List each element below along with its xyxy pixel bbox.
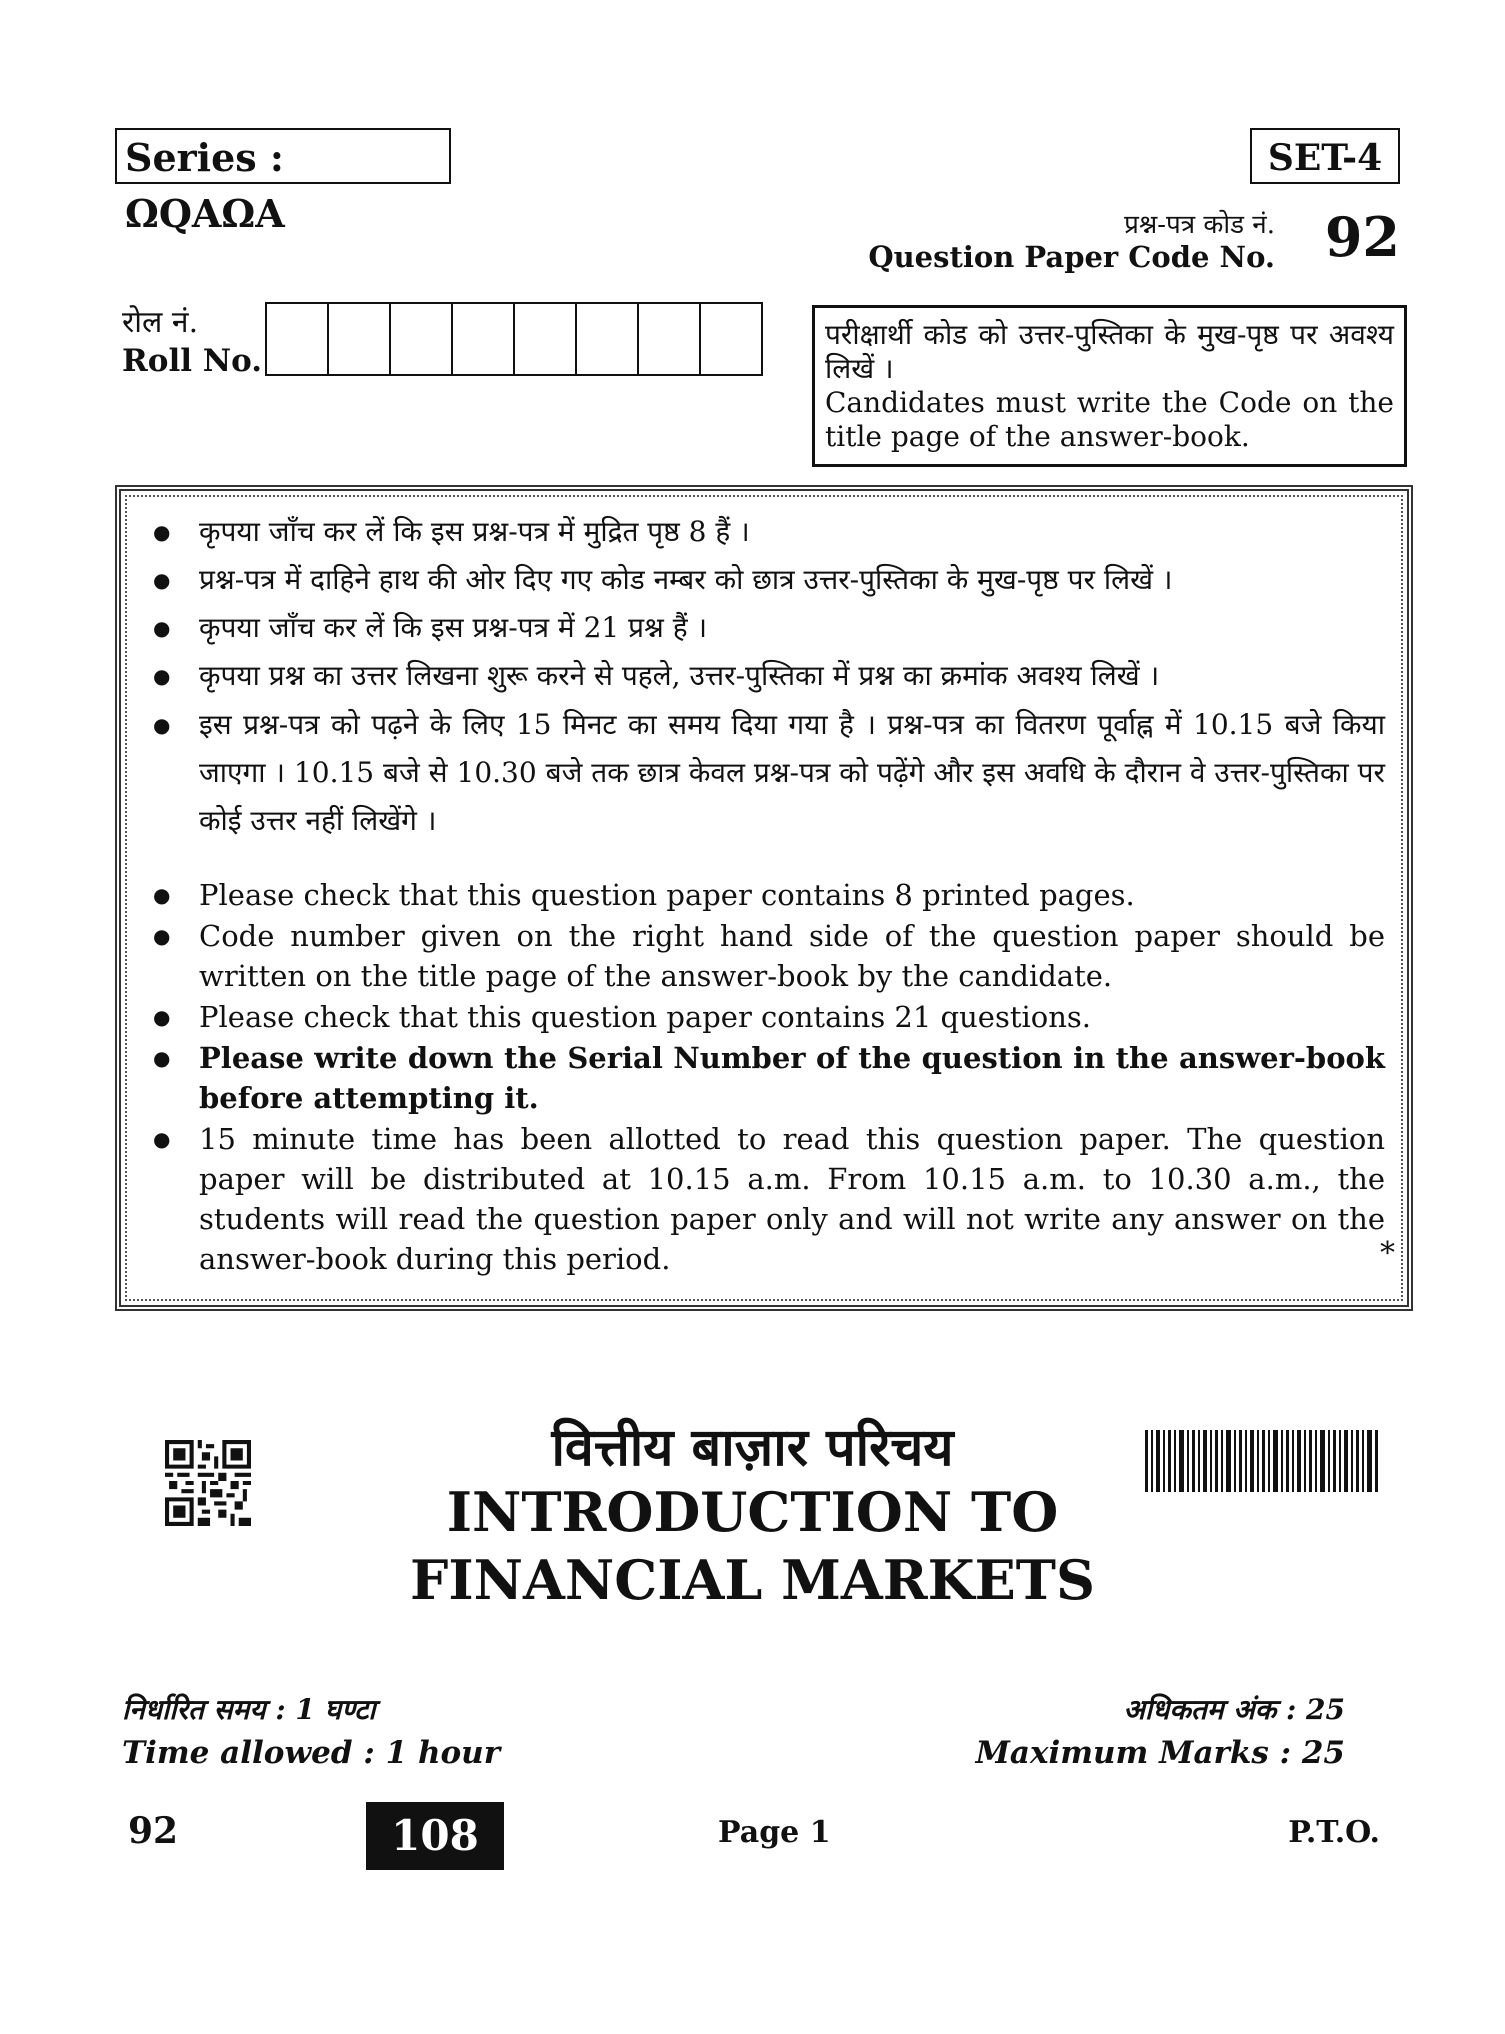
series-label: Series : ΩQAΩA [115,128,451,184]
instructions-box [115,485,1413,1311]
subject-title-hi: वित्तीय बाज़ार परिचय [551,1417,954,1478]
footer-box-number: 108 [366,1802,504,1870]
qp-code-label-hi: प्रश्न-पत्र कोड नं. [1124,210,1275,240]
roll-cell[interactable] [701,304,761,374]
qp-code-number: 92 [1324,205,1400,269]
set-label: SET-4 [1250,128,1400,184]
instruction-item: ● Please check that this question paper contains 8 printed pages. [141,875,1385,915]
subject-title-en [0,1478,1505,1614]
instruction-item: ● 15 minute time has been allotted to read this question paper. The question paper will be distributed at 10.15 a.m. From 10.15 a.m. to 10.30 a.m., the students will read the question paper only and will not write any answer on the answer-book during this period. [141,1119,1385,1279]
max-marks-en: Maximum Marks : 25 [975,1735,1345,1771]
roll-label-hi: रोल नं. [122,305,199,340]
instructions-english [141,875,1385,1280]
max-marks-hi: अधिकतम अंक : 25 [1123,1693,1345,1726]
time-allowed-en: Time allowed : 1 hour [122,1735,501,1771]
roll-cell[interactable] [329,304,391,374]
subject-title-line2: FINANCIAL MARKETS [410,1548,1095,1612]
roll-cell[interactable] [515,304,577,374]
subject-title-line1: INTRODUCTION TO [446,1480,1059,1544]
candidate-note-hi: परीक्षार्थी कोड को उत्तर-पुस्तिका के मुख-पृष्ठ पर अवश्य लिखें । [825,318,1394,385]
instructions-hindi [141,509,1385,847]
instruction-item: ● Please write down the Serial Number of the question in the answer-book before attempting it. [141,1038,1385,1118]
roll-label-en: Roll No. [122,343,263,379]
instruction-item: ● कृपया प्रश्न का उत्तर लिखना शुरू करने से पहले, उत्तर-पुस्तिका में प्रश्न का क्रमांक अवश्य लिखें । [141,653,1385,699]
footer-code: 92 [128,1810,179,1852]
star-mark: * [1380,1236,1395,1271]
instruction-item: ● कृपया जाँच कर लें कि इस प्रश्न-पत्र में 21 प्रश्न हैं । [141,605,1385,651]
roll-cell[interactable] [391,304,453,374]
qp-code-label-en: Question Paper Code No. [868,240,1275,274]
roll-number-boxes[interactable] [265,302,763,376]
footer-page-number: Page 1 [718,1815,831,1850]
roll-cell[interactable] [267,304,329,374]
candidate-note-en: Candidates must write the Code on the title page of the answer-book. [825,386,1394,453]
instruction-item: ● Code number given on the right hand side of the question paper should be written on the title page of the answer-book by the candidate. [141,916,1385,996]
roll-cell[interactable] [639,304,701,374]
roll-cell[interactable] [453,304,515,374]
instruction-item: ● Please check that this question paper contains 21 questions. [141,997,1385,1037]
instruction-item: ● कृपया जाँच कर लें कि इस प्रश्न-पत्र में मुद्रित पृष्ठ 8 हैं । [141,509,1385,555]
time-allowed-hi: निर्धारित समय : 1 घण्टा [122,1693,376,1726]
footer-pto: P.T.O. [1288,1815,1380,1850]
roll-cell[interactable] [577,304,639,374]
candidate-note-box [812,305,1407,467]
instruction-item: ● इस प्रश्न-पत्र को पढ़ने के लिए 15 मिनट का समय दिया गया है । प्रश्न-पत्र का वितरण पूर्वाह्न में 10.15 बजे किया जाएगा । 10.15 बजे से 10.30 बजे तक छात्र केवल प्रश्न-पत्र को पढ़ेंगे और इस अवधि के दौरान वे उत्तर-पुस्तिका पर कोई उत्तर नहीं लिखेंगे । [141,701,1385,845]
instruction-item: ● प्रश्न-पत्र में दाहिने हाथ की ओर दिए गए कोड नम्बर को छात्र उत्तर-पुस्तिका के मुख-पृष्ठ पर लिखें । [141,557,1385,603]
